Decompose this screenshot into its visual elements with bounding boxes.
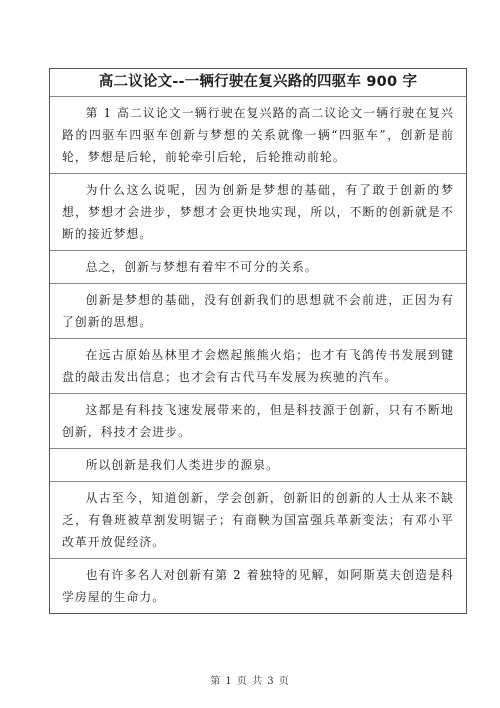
paragraph: 也有许多名人对创新有第 2 着独特的见解，如阿斯莫夫创造是科学房屋的生命力。 xyxy=(62,568,454,604)
paragraph: 创新是梦想的基础，没有创新我们的思想就不会前进，正因为有了创新的思想。 xyxy=(50,284,466,339)
paragraph: 这都是有科技飞速发展带来的，但是科技源于创新，只有不断地创新，科技才会进步。 xyxy=(50,394,466,449)
paragraph: 在远古原始丛林里才会燃起熊熊火焰；也才有飞鸽传书发展到键盘的敲击发出信息；也才会有古代马车发展为疾驰的汽车。 xyxy=(50,339,466,394)
paragraph: 总之，创新与梦想有着牢不可分的关系。 xyxy=(50,251,466,284)
document-table xyxy=(49,68,467,614)
document-title: 高二议论文--一辆行驶在复兴路的四驱车 900 字 xyxy=(50,69,466,97)
paragraph: 从古至今，知道创新，学会创新，创新旧的创新的人士从来不缺乏，有鲁班被草割发明锯子；有商鞅为国富强兵革新变法；有邓小平改革开放促经济。 xyxy=(50,482,466,559)
paragraph: 第 1 高二议论文一辆行驶在复兴路的高二议论文一辆行驶在复兴路的四驱车四驱车创新与梦想的关系就像一辆“四驱车”，创新是前轮，梦想是后轮，前轮牵引后轮，后轮推动前轮。 xyxy=(50,97,466,174)
paragraph: 为什么这么说呢，因为创新是梦想的基础，有了敢于创新的梦想，梦想才会进步，梦想才会更快地实现，所以，不断的创新就是不断的接近梦想。 xyxy=(50,174,466,251)
page-number: 第 1 页 共 3 页 xyxy=(210,676,290,687)
paragraph: 所以创新是我们人类进步的源泉。 xyxy=(50,449,466,482)
